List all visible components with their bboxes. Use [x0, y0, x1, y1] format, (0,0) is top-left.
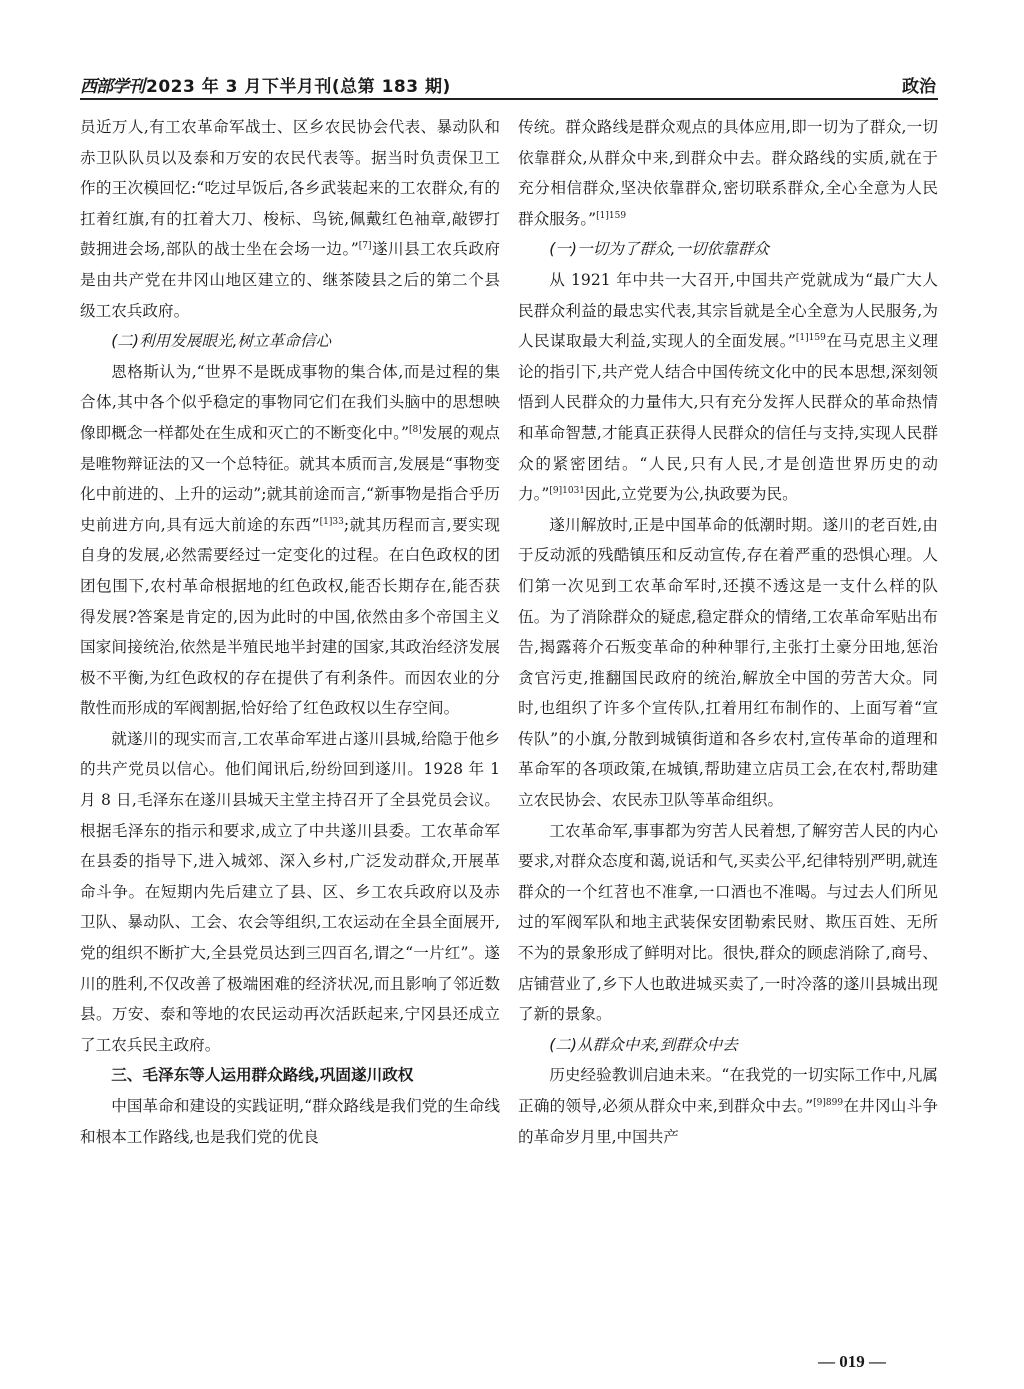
- journal-masthead: [80, 72, 451, 97]
- subsection-heading: (二)利用发展眼光,树立革命信心: [111, 332, 332, 351]
- citation: [8]: [408, 424, 422, 435]
- journal-logo: 西部学刊: [80, 77, 144, 97]
- citation: [1]33: [319, 516, 344, 527]
- left-column: [80, 112, 500, 1152]
- paragraph: 中国革命和建设的实践证明,“群众路线是我们党的生命线和根本工作路线,也是我们党的优良: [80, 1097, 500, 1146]
- citation: [1]159: [795, 332, 826, 343]
- right-column: [518, 112, 938, 1152]
- citation: [9]899: [813, 1097, 844, 1108]
- paragraph: 恩格斯认为,“世界不是既成事物的集合体,而是过程的集合体,其中各个似乎稳定的事物同它们在我们头脑中的思想映像即概念一样都处在生成和灭亡的不断变化中。”[8]发展的观点是唯物辩证法的又一个总特征。就其本质而言,发展是“事物变化中前进的、上升的运动”;就其前途而言,“新事物是指合乎历史前进方向,具有远大前途的东西”$^{[1]33}$;就其历程而言,要实现自身的发展,必然需要经过一定变化的过程。在白色政权的团团包围下,农村革命根据地的红色政权,能否长期存在,能否获得发展?答案是肯定的,因为此时的中国,依然由多个帝国主义国家间接统治,依然是半殖民地半封建的国家,其政治经济发展极不平衡,为红色政权的存在提供了有利条件。而因农业的分散性而形成的军阀割据,恰好给了红色政权以生存空间。: [80, 362, 500, 718]
- citation: [9]1031: [549, 485, 586, 496]
- page-header: [80, 70, 938, 100]
- paragraph: 从 1921 年中共一大召开,中国共产党就成为“最广大人民群众利益的最忠实代表,其宗旨就是全心全意为人民服务,为人民谋取最大利益,实现人的全面发展。”$^{[1]159}$在马克思主义理论的指引下,共产党人结合中国传统文化中的民本思想,深刻领悟到人民群众的力量伟大,只有充分发挥人民群众的革命热情和革命智慧,才能真正获得人民群众的信任与支持,实现人民群众的紧密团结。“人民,只有人民,才是创造世界历史的动力。”$^{[9]1031}$因此,立党要为公,执政要为民。: [518, 270, 938, 504]
- issue-info: 2023 年 3 月下半月刊(总第 183 期): [146, 77, 451, 97]
- citation: [7]: [358, 241, 372, 252]
- subsection-heading: (一)一切为了群众,一切依靠群众: [549, 240, 770, 259]
- page-number: — 019 —: [818, 1352, 886, 1371]
- paragraph: 传统。群众路线是群众观点的具体应用,即一切为了群众,一切依靠群众,从群众中来,到群众中去。群众路线的实质,就在于充分相信群众,坚决依靠群众,密切联系群众,全心全意为人民群众服务。”$^{[1]159}$: [518, 118, 938, 228]
- paragraph: 员近万人,有工农革命军战士、区乡农民协会代表、暴动队和赤卫队队员以及泰和万安的农民代表等。据当时负责保卫工作的王次模回忆:“吃过早饭后,各乡武装起来的工农群众,有的扛着红旗,有的扛着大刀、梭标、鸟铳,佩戴红色袖章,敲锣打鼓拥进会场,部队的战士坐在会场一边。”[7]遂川县工农兵政府是由共产党在井冈山地区建立的、继茶陵县之后的第二个县级工农兵政府。: [80, 118, 500, 320]
- subsection-heading: (二)从群众中来,到群众中去: [549, 1035, 738, 1054]
- paragraph: 遂川解放时,正是中国革命的低潮时期。遂川的老百姓,由于反动派的残酷镇压和反动宣传,存在着严重的恐惧心理。人们第一次见到工农革命军时,还摸不透这是一支什么样的队伍。为了消除群众的疑虑,稳定群众的情绪,工农革命军贴出布告,揭露蒋介石叛变革命的种种罪行,主张打土豪分田地,惩治贪官污吏,推翻国民政府的统治,解放全中国的劳苦大众。同时,也组织了许多个宣传队,扛着用红布制作的、上面写着“宣传队”的小旗,分散到城镇街道和各乡农村,宣传革命的道理和革命军的各项政策,在城镇,帮助建立店员工会,在农村,帮助建立农民协会、农民赤卫队等革命组织。: [518, 515, 938, 810]
- paragraph: 就遂川的现实而言,工农革命军进占遂川县城,给隐于他乡的共产党员以信心。他们闻讯后,纷纷回到遂川。1928 年 1 月 8 日,毛泽东在遂川县城天主堂主持召开了全县党员会议。根据毛泽东的指示和要求,成立了中共遂川县委。工农革命军在县委的指导下,进入城郊、深入乡村,广泛发动群众,开展革命斗争。在短期内先后建立了县、区、乡工农兵政府以及赤卫队、暴动队、工会、农会等组织,工农运动在全县全面展开,党的组织不断扩大,全县党员达到三四百名,谓之“一片红”。遂川的胜利,不仅改善了极端困难的经济状况,而且影响了邻近数县。万安、泰和等地的农民运动再次活跃起来,宁冈县还成立了工农兵民主政府。: [80, 729, 500, 1054]
- paragraph: 工农革命军,事事都为穷苦人民着想,了解穷苦人民的内心要求,对群众态度和蔼,说话和气,买卖公平,纪律特别严明,就连群众的一个红苕也不准拿,一口酒也不准喝。与过去人们所见过的军阀军队和地主武装保安团勒索民财、欺压百姓、无所不为的景象形成了鲜明对比。很快,群众的顾虑消除了,商号、店铺营业了,乡下人也敢进城买卖了,一时冷落的遂川县城出现了新的景象。: [518, 821, 938, 1024]
- section-label: 政治: [902, 77, 936, 97]
- citation: [1]159: [596, 210, 627, 221]
- section-heading: 三、毛泽东等人运用群众路线,巩固遂川政权: [111, 1066, 414, 1085]
- paragraph: 历史经验教训启迪未来。“在我党的一切实际工作中,凡属正确的领导,必须从群众中来,到群众中去。”$^{[9]899}$在井冈山斗争的革命岁月里,中国共产: [518, 1066, 938, 1146]
